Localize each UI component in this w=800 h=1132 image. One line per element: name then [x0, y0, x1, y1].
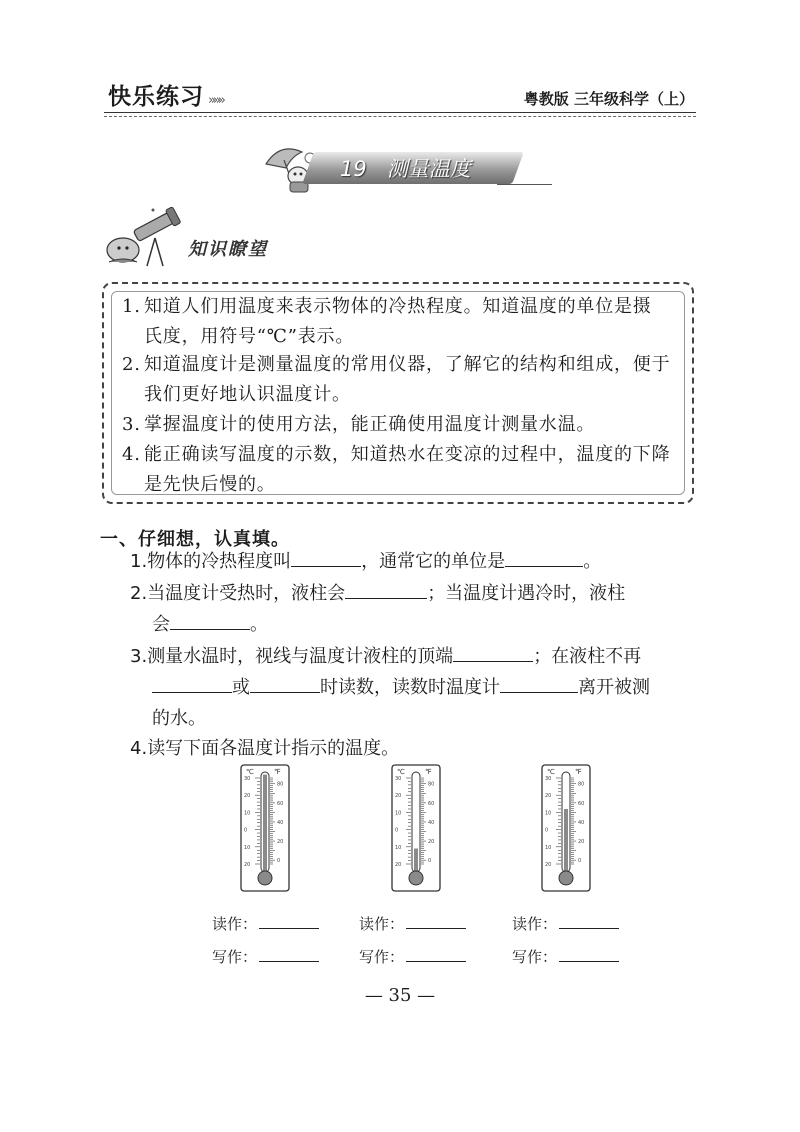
- lesson-name: 测量温度: [386, 157, 471, 181]
- fahrenheit-label: ℉: [575, 768, 582, 776]
- celsius-tick-label: 20: [545, 793, 552, 800]
- thermometer-bulb: [258, 871, 272, 885]
- fahrenheit-tick-label: 40: [428, 819, 435, 826]
- liquid-column: [263, 775, 267, 874]
- question-4: [130, 733, 696, 764]
- fahrenheit-tick-label: 60: [578, 800, 585, 807]
- question-text: 离开被测: [578, 677, 650, 698]
- header-divider-dashed: [104, 116, 696, 117]
- fahrenheit-tick-label: 20: [428, 839, 435, 846]
- question-number: 4.: [130, 738, 148, 759]
- celsius-tick-label: 20: [395, 862, 402, 868]
- celsius-label: ℃: [246, 768, 254, 776]
- write-answer-1: [212, 945, 319, 967]
- question-text: ；当温度计遇冷时，液柱: [427, 583, 626, 604]
- celsius-tick-label: 30: [395, 776, 402, 782]
- telescope-mascot-icon: [103, 204, 187, 268]
- thermometer-1: [240, 764, 290, 892]
- celsius-tick-label: 10: [395, 844, 402, 851]
- question-text: 或: [232, 677, 250, 698]
- celsius-tick-label: 20: [244, 793, 251, 800]
- goal-text: 掌握温度计的使用方法，能正确使用温度计测量水温。: [144, 414, 596, 435]
- answer-blank[interactable]: [406, 912, 466, 929]
- goal-text-cont: 氏度，用符号“℃”表示。: [144, 326, 355, 347]
- fahrenheit-label: ℉: [274, 768, 281, 776]
- answer-blank[interactable]: [170, 609, 250, 630]
- write-label: 写作：: [359, 948, 405, 966]
- fahrenheit-tick-label: 60: [277, 800, 284, 807]
- celsius-tick-label: 30: [244, 776, 251, 782]
- goal-text: 能正确读写温度的示数，知道热水在变凉的过程中，温度的下降: [144, 444, 671, 465]
- fahrenheit-tick-label: 80: [277, 781, 284, 788]
- fahrenheit-tick-label: 20: [578, 839, 585, 846]
- answer-blank[interactable]: [250, 672, 320, 693]
- answer-blank[interactable]: [505, 546, 583, 567]
- fahrenheit-tick-label: 20: [277, 839, 284, 846]
- goal-item: [122, 292, 682, 352]
- question-number: 1.: [130, 551, 148, 572]
- goal-number: 1.: [122, 296, 141, 317]
- celsius-tick-label: 0: [244, 827, 248, 834]
- banner-underline: [497, 184, 552, 185]
- fahrenheit-tick-label: 0: [428, 858, 432, 865]
- goal-item: [122, 440, 682, 500]
- question-text: 。: [250, 614, 268, 635]
- question-text: 当温度计受热时，液柱会: [147, 583, 346, 604]
- goal-item: [122, 410, 682, 440]
- goal-item: [122, 350, 682, 410]
- goal-text-cont: 是先快后慢的。: [144, 474, 276, 495]
- liquid-column: [564, 809, 568, 874]
- thermometer-3: [541, 764, 591, 892]
- fahrenheit-tick-label: 80: [578, 781, 585, 788]
- section-title: 一、仔细想，认真填。: [100, 529, 290, 550]
- thermometer-bulb: [559, 871, 573, 885]
- read-answer-2: [359, 912, 466, 934]
- celsius-tick-label: 10: [545, 810, 552, 817]
- question-text: ，通常它的单位是: [361, 551, 506, 572]
- celsius-tick-label: 10: [244, 844, 251, 851]
- question-text: 时读数，读数时温度计: [320, 677, 500, 698]
- question-text: 。: [583, 551, 602, 572]
- answer-blank[interactable]: [559, 912, 619, 929]
- question-2: [130, 578, 696, 640]
- celsius-tick-label: 0: [545, 827, 549, 834]
- goal-number: 4.: [122, 444, 141, 465]
- question-text: 会: [152, 614, 170, 635]
- knowledge-box: [102, 282, 694, 504]
- edition-label: 粤教版 三年级科学（上）: [523, 90, 694, 108]
- question-text: 测量水温时，视线与温度计液柱的顶端: [147, 646, 454, 667]
- lesson-title: [322, 154, 522, 184]
- answer-blank[interactable]: [406, 945, 466, 962]
- answer-blank[interactable]: [345, 578, 427, 599]
- question-1: [130, 546, 696, 577]
- answer-blank[interactable]: [259, 945, 319, 962]
- chevron-decoration: »»»: [208, 93, 223, 108]
- thermometer-2: [391, 764, 441, 892]
- answer-blank[interactable]: [152, 672, 232, 693]
- goal-text-cont: 我们更好地认识温度计。: [144, 384, 351, 405]
- liquid-column: [414, 849, 418, 874]
- question-text: 物体的冷热程度叫: [147, 551, 292, 572]
- celsius-tick-label: 20: [244, 862, 251, 868]
- celsius-label: ℃: [397, 768, 405, 776]
- fahrenheit-tick-label: 0: [277, 858, 281, 865]
- fahrenheit-tick-label: 40: [578, 819, 585, 826]
- fahrenheit-label: ℉: [425, 768, 432, 776]
- question-number: 3.: [130, 646, 148, 667]
- celsius-tick-label: 10: [395, 810, 402, 817]
- lesson-number: 19: [340, 157, 367, 181]
- answer-blank[interactable]: [559, 945, 619, 962]
- fahrenheit-tick-label: 40: [277, 819, 284, 826]
- celsius-tick-label: 30: [545, 776, 552, 782]
- celsius-tick-label: 10: [545, 844, 552, 851]
- lesson-banner: [262, 138, 552, 196]
- fahrenheit-tick-label: 60: [428, 800, 435, 807]
- knowledge-title: 知识瞭望: [188, 239, 268, 260]
- read-label: 读作：: [359, 915, 405, 933]
- question-text: 的水。: [152, 708, 206, 729]
- question-3: [130, 641, 696, 734]
- celsius-tick-label: 20: [545, 862, 552, 868]
- read-label: 读作：: [212, 915, 258, 933]
- question-text: ；在液柱不再: [533, 646, 642, 667]
- write-answer-2: [359, 945, 466, 967]
- celsius-tick-label: 0: [395, 827, 399, 834]
- goal-number: 3.: [122, 414, 141, 435]
- read-answer-1: [212, 912, 319, 934]
- goal-text: 知道人们用温度来表示物体的冷热程度。知道温度的单位是摄: [144, 296, 652, 317]
- answer-blank[interactable]: [259, 912, 319, 929]
- write-label: 写作：: [212, 948, 258, 966]
- write-label: 写作：: [512, 948, 558, 966]
- page-number: — 35 —: [364, 985, 436, 1006]
- question-text: 读写下面各温度计指示的温度。: [147, 738, 400, 759]
- brand-title: 快乐练习: [108, 84, 204, 110]
- thermometer-bulb: [409, 871, 423, 885]
- answer-blank[interactable]: [291, 546, 361, 567]
- read-label: 读作：: [512, 915, 558, 933]
- answer-blank[interactable]: [453, 641, 533, 662]
- goal-text: 知道温度计是测量温度的常用仪器，了解它的结构和组成，便于: [144, 354, 671, 375]
- write-answer-3: [512, 945, 619, 967]
- read-answer-3: [512, 912, 619, 934]
- answer-blank[interactable]: [500, 672, 578, 693]
- celsius-tick-label: 20: [395, 793, 402, 800]
- fahrenheit-tick-label: 80: [428, 781, 435, 788]
- celsius-tick-label: 10: [244, 810, 251, 817]
- celsius-label: ℃: [547, 768, 555, 776]
- question-number: 2.: [130, 583, 148, 604]
- fahrenheit-tick-label: 0: [578, 858, 582, 865]
- header-divider: [104, 112, 696, 113]
- goal-number: 2.: [122, 354, 141, 375]
